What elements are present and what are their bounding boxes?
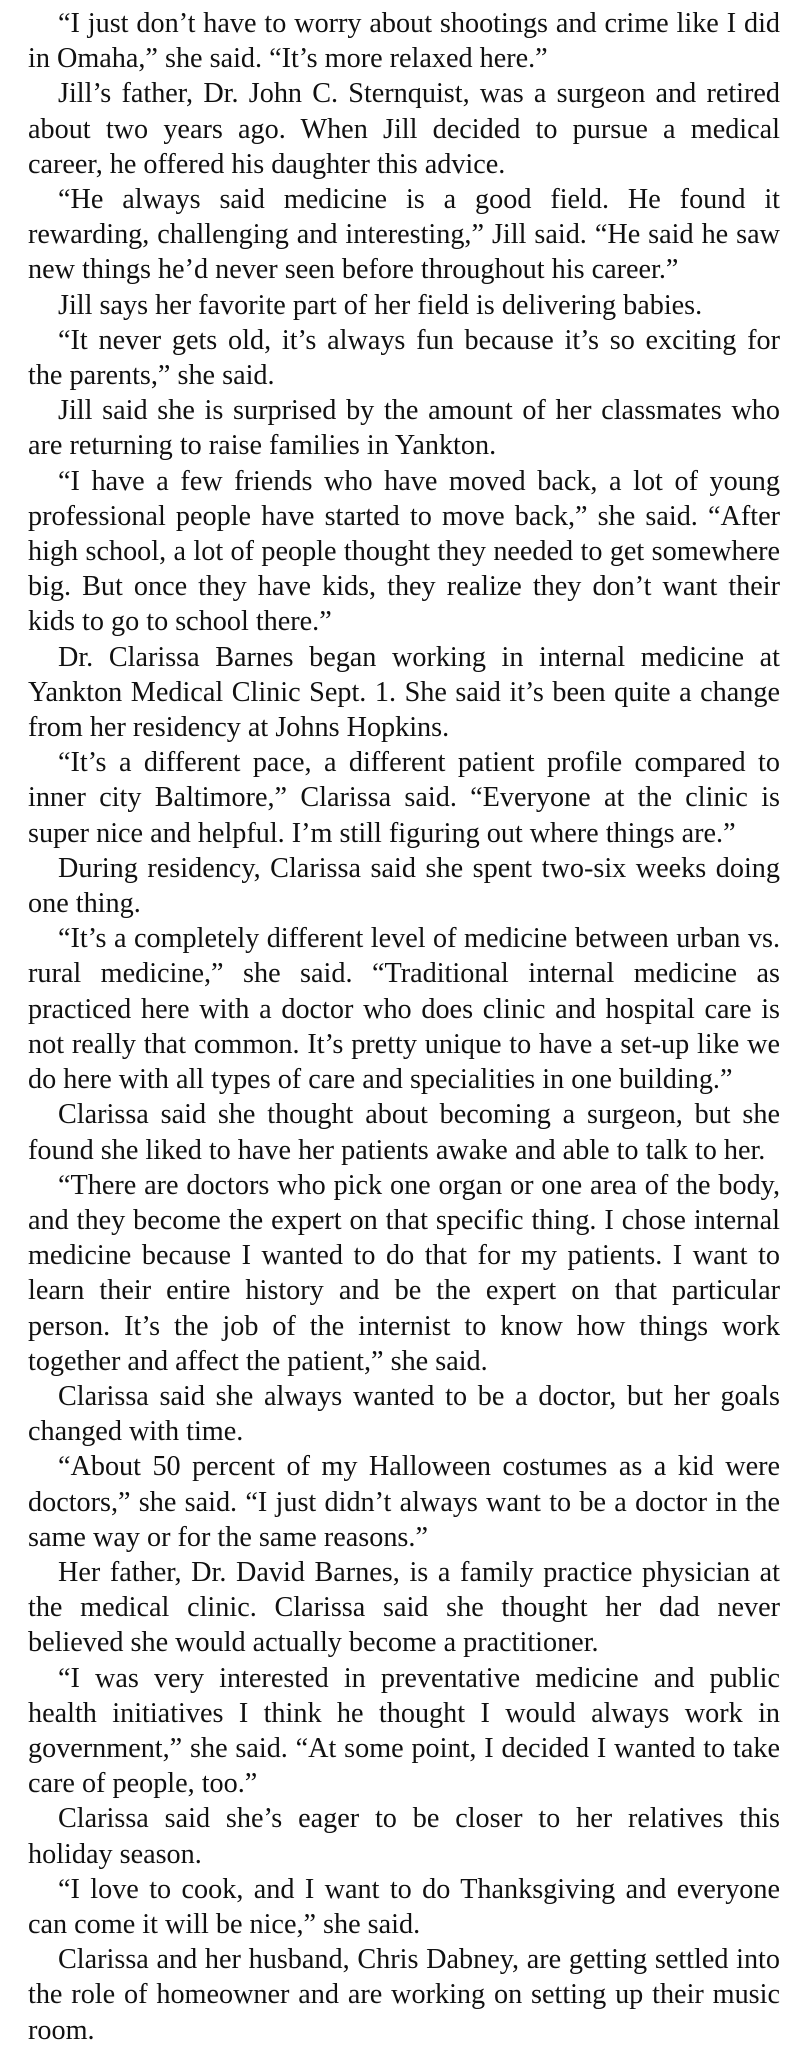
article-paragraph: Jill says her favorite part of her field is delivering babies. (58, 289, 703, 321)
article-paragraph: During residency, Clarissa said she spent two-six weeks doing one thing. (28, 852, 780, 920)
article-paragraph: Dr. Clarissa Barnes began working in internal medicine at Yankton Medical Clinic Sept. 1. She said it’s been quite a change from her residency at Johns Hopkins. (28, 641, 780, 744)
article-paragraph: Her father, Dr. David Barnes, is a family practice physician at the medical clinic. Clarissa said she thought her dad never believed she would actually become a practitioner. (28, 1556, 780, 1659)
article-paragraph: “It’s a completely different level of medicine between urban vs. rural medicine,” she said. “Traditional internal medicine as practiced here with a doctor who does clinic and hospital care is not really that common. It’s pretty unique to have a set-up like we do here with all types of care and specialities in one building.” (28, 923, 780, 1096)
article-paragraph: “I have a few friends who have moved back, a lot of young professional people have started to move back,” she said. “After high school, a lot of people thought they needed to get somewhere big. But once they have kids, they realize they don’t want their kids to go to school there.” (28, 465, 780, 638)
article-paragraph: Clarissa said she’s eager to be closer to her relatives this holiday season. (28, 1803, 780, 1870)
article-paragraph: Jill’s father, Dr. John C. Sternquist, was a surgeon and retired about two years ago. When Jill decided to pursue a medical career, he offered his daughter this advice. (28, 78, 780, 180)
article-paragraph: Clarissa and her husband, Chris Dabney, are getting settled into the role of homeowner and are working on setting up their music room. (28, 1944, 780, 2046)
article-paragraph: “I just don’t have to worry about shootings and crime like I did in Omaha,” she said. “It’s more relaxed here.” (28, 8, 780, 75)
article-paragraph: Jill said she is surprised by the amount of her classmates who are returning to raise families in Yankton. (28, 395, 780, 462)
article-paragraph: “There are doctors who pick one organ or one area of the body, and they become the expert on that specific thing. I chose internal medicine because I wanted to do that for my patients. I want to learn their entire history and be the expert on that particular person. It’s the job of the internist to know how things work together and affect the patient,” she said. (28, 1169, 780, 1377)
article-paragraph: “It’s a different pace, a different patient profile compared to inner city Baltimore,” Clarissa said. “Everyone at the clinic is super nice and helpful. I’m still figuring out where things are.” (28, 747, 780, 849)
article-paragraph: Clarissa said she always wanted to be a doctor, but her goals changed with time. (28, 1380, 780, 1448)
article-paragraph: “It never gets old, it’s always fun because it’s so exciting for the parents,” she said. (28, 324, 780, 392)
article-paragraph: “He always said medicine is a good field. He found it rewarding, challenging and interesting,” Jill said. “He said he saw new things he’d never seen before throughout his career.” (28, 184, 780, 286)
article-paragraph: Clarissa said she thought about becoming a surgeon, but she found she liked to have her patients awake and able to talk to her. (28, 1099, 780, 1166)
article-paragraph: “About 50 percent of my Halloween costumes as a kid were doctors,” she said. “I just didn’t always want to be a doctor in the same way or for the same reasons.” (28, 1451, 780, 1553)
article-paragraph: “I love to cook, and I want to do Thanksgiving and everyone can come it will be nice,” she said. (28, 1873, 780, 1940)
article-body (28, 6, 780, 2048)
article-paragraph: “I was very interested in preventative medicine and public health initiatives I think he thought I would always work in government,” she said. “At some point, I decided I wanted to take care of people, too.” (28, 1662, 780, 1800)
